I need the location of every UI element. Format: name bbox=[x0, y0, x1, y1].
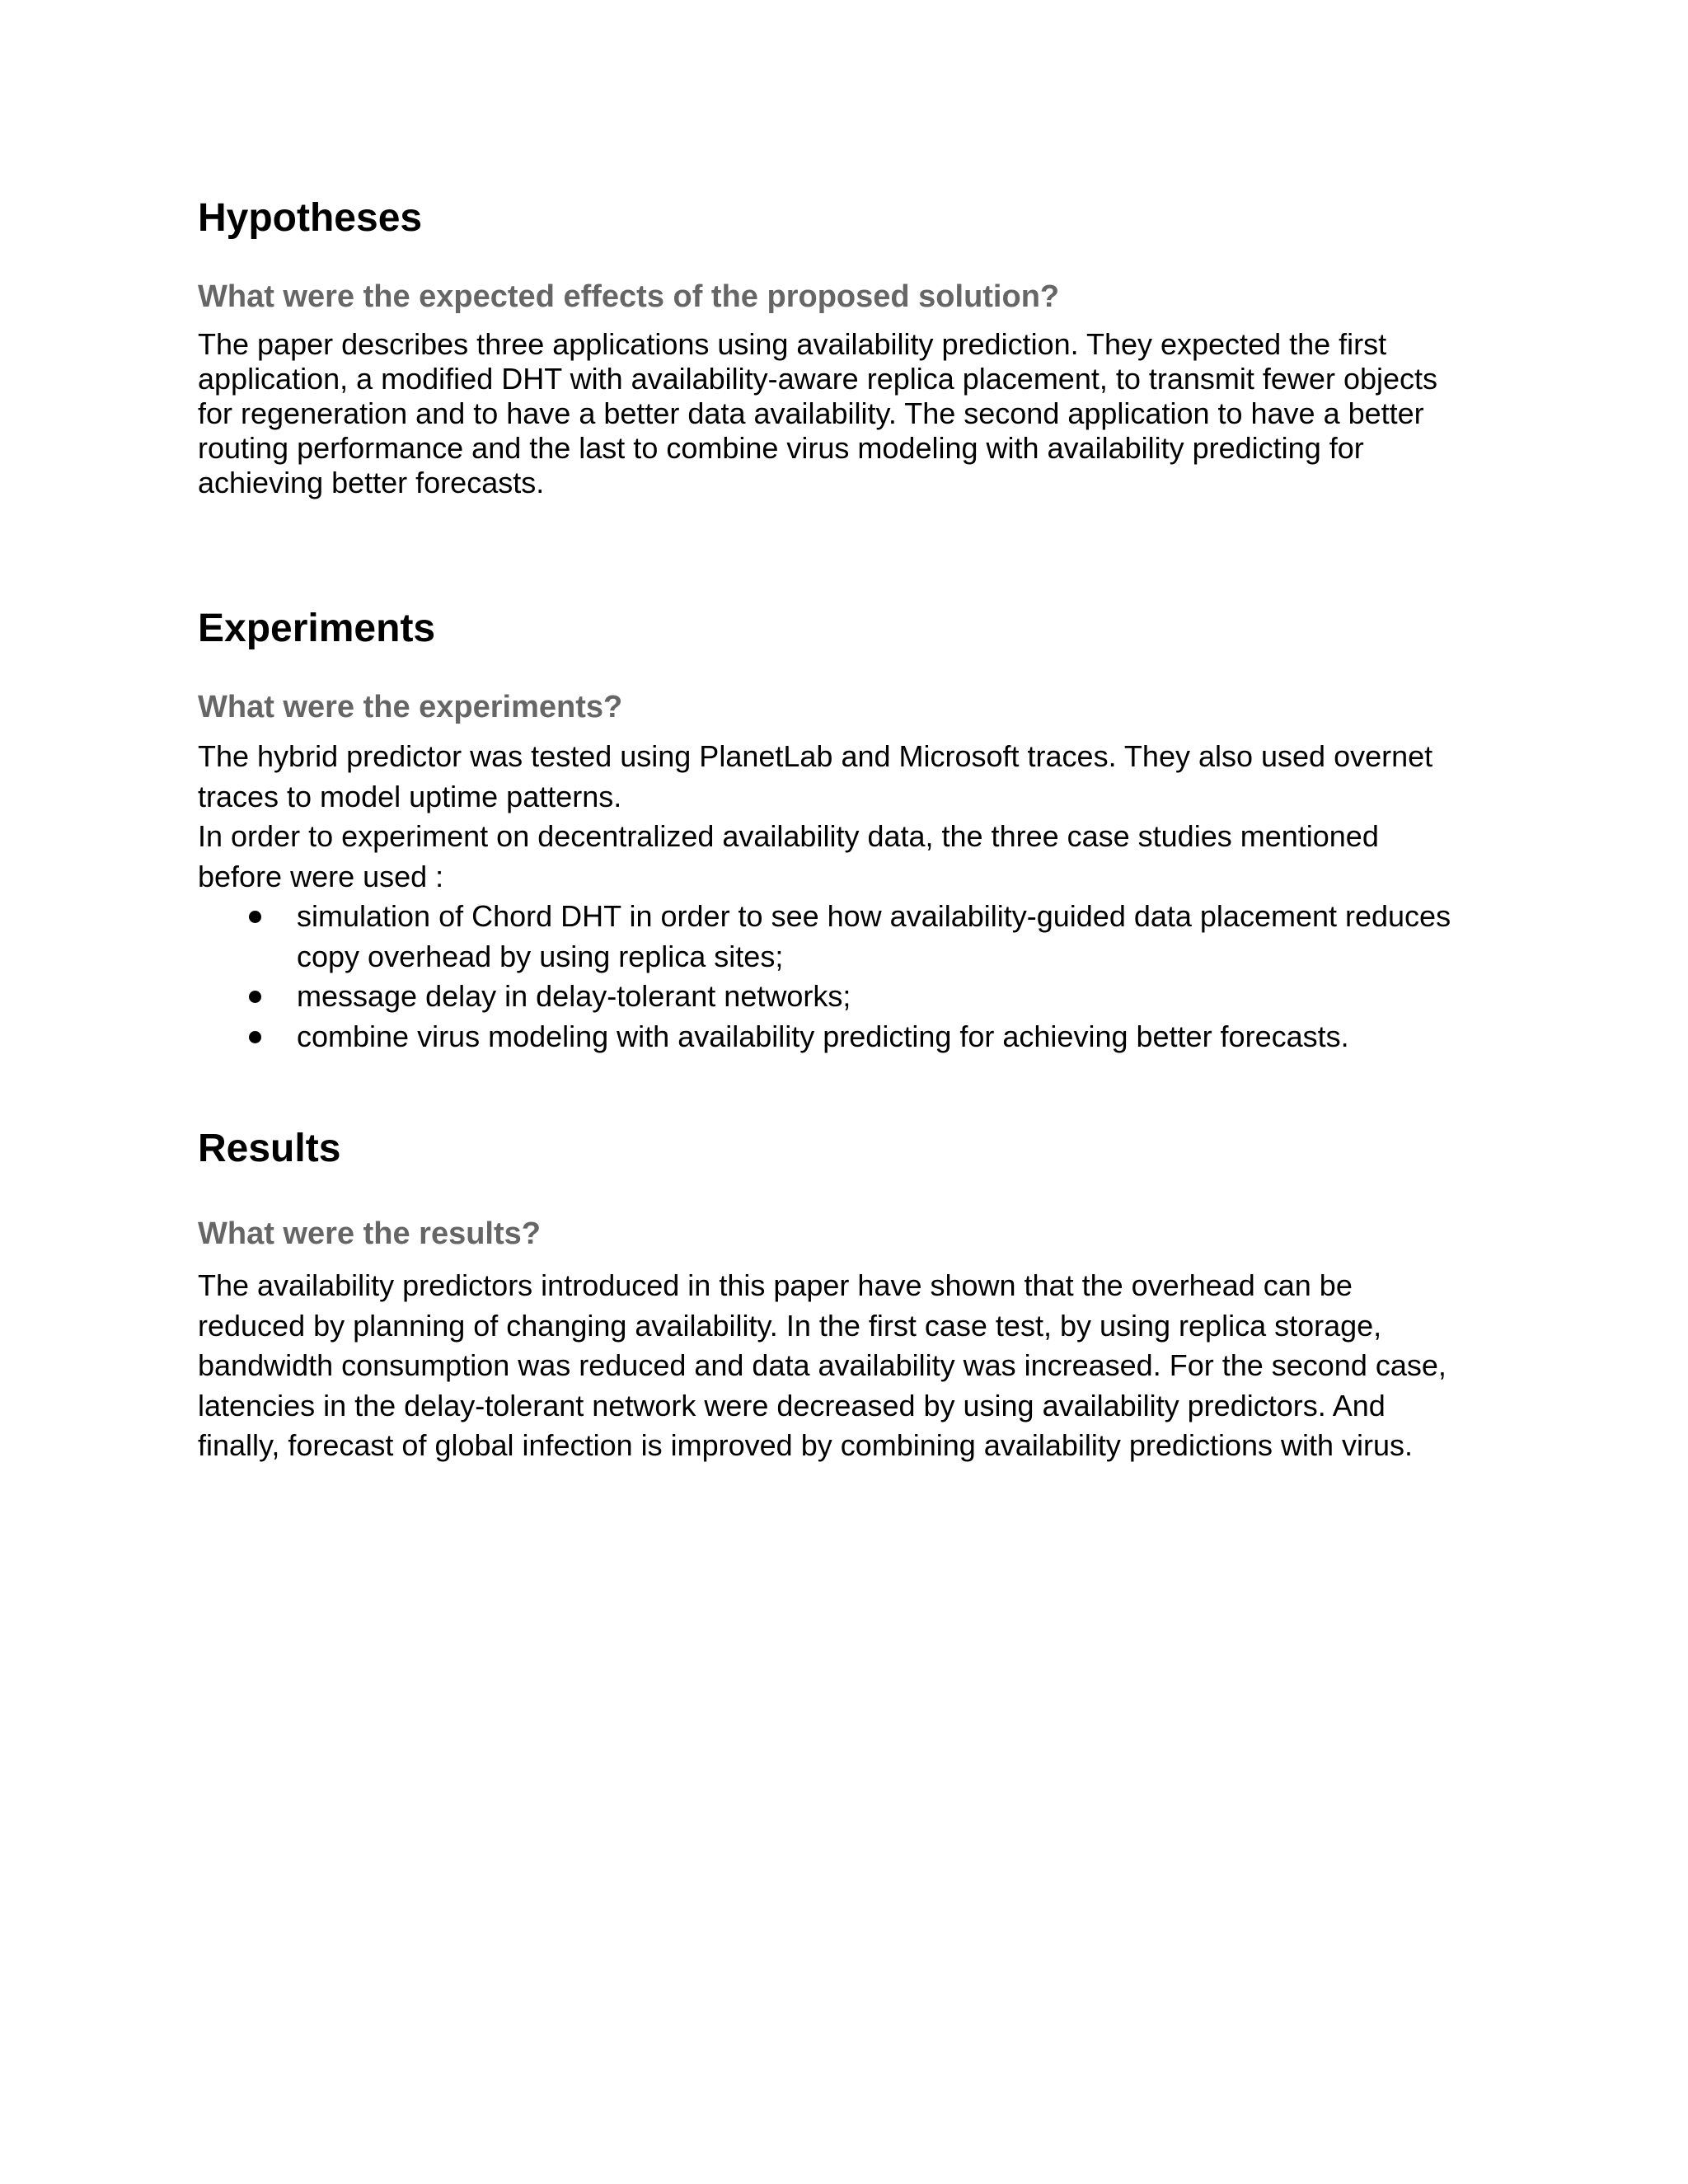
body-line: finally, forecast of global infection is improved by combining availability predictions with virus. bbox=[198, 1428, 1414, 1462]
body-line: The hybrid predictor was tested using PlanetLab and Microsoft traces. They also used overnet bbox=[198, 739, 1433, 773]
body-line: traces to model uptime patterns. bbox=[198, 779, 622, 813]
body-line: The availability predictors introduced in this paper have shown that the overhead can be bbox=[198, 1268, 1353, 1302]
bullet-line: simulation of Chord DHT in order to see how availability-guided data placement reduces bbox=[297, 899, 1451, 933]
hypotheses-heading: Hypotheses bbox=[198, 196, 423, 240]
body-line: for regeneration and to have a better data availability. The second application to have a better bbox=[198, 396, 1424, 430]
bullet-icon bbox=[249, 991, 261, 1003]
body-line: bandwidth consumption was reduced and data availability was increased. For the second case, bbox=[198, 1348, 1447, 1382]
experiments-question: What were the experiments? bbox=[198, 690, 623, 724]
bullet-line: combine virus modeling with availability predicting for achieving better forecasts. bbox=[297, 1019, 1349, 1053]
results-question: What were the results? bbox=[198, 1216, 541, 1251]
bullet-icon bbox=[249, 911, 261, 923]
body-line: latencies in the delay-tolerant network were decreased by using availability predictors. And bbox=[198, 1388, 1386, 1422]
body-line: The paper describes three applications using availability prediction. They expected the first bbox=[198, 327, 1387, 361]
results-body bbox=[198, 1266, 1500, 1466]
bullet-icon bbox=[249, 1031, 261, 1043]
list-item bbox=[198, 977, 1500, 1017]
body-line: In order to experiment on decentralized availability data, the three case studies mentioned bbox=[198, 819, 1379, 853]
hypotheses-body bbox=[198, 327, 1500, 500]
body-line: before were used : bbox=[198, 859, 444, 893]
body-line: application, a modified DHT with availability-aware replica placement, to transmit fewer objects bbox=[198, 362, 1438, 396]
experiments-body bbox=[198, 737, 1500, 897]
bullet-line: message delay in delay-tolerant networks; bbox=[297, 979, 851, 1013]
experiments-heading: Experiments bbox=[198, 607, 436, 650]
body-line: reduced by planning of changing availability. In the first case test, by using replica storage, bbox=[198, 1308, 1382, 1343]
experiments-bullet-list bbox=[198, 897, 1500, 1057]
list-item bbox=[198, 897, 1500, 977]
body-line: achieving better forecasts. bbox=[198, 466, 545, 499]
bullet-line: copy overhead by using replica sites; bbox=[297, 939, 784, 973]
list-item bbox=[198, 1017, 1500, 1057]
hypotheses-question: What were the expected effects of the proposed solution? bbox=[198, 279, 1060, 314]
body-line: routing performance and the last to combine virus modeling with availability predicting for bbox=[198, 431, 1364, 465]
results-heading: Results bbox=[198, 1127, 341, 1170]
